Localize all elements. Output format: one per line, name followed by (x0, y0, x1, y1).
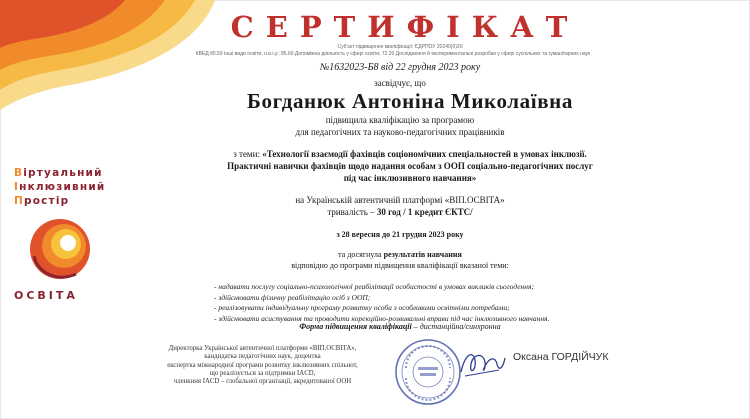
topic-label: з теми: (233, 149, 260, 159)
corner-decoration (0, 0, 215, 120)
director-info: Директорка Української автентичної платформи «ВІП.ОСВІТА», кандидатка педагогічних наук, доцентка експертка міжнародної програми розвитку інклюзивних спільнот, що реалізується за підтримки IACD, членкиня IACD – глобальної організації, акредитованої ООН (167, 345, 358, 386)
form-value: – дистанційна/синхронна (413, 322, 501, 331)
certifies-text: засвідчує, що (374, 78, 426, 88)
recipient-name: Богданюк Антоніна Миколаївна (247, 89, 573, 113)
list-item: - здійснювати асистування та проводити корекційно-розвивальні вправи під час інклюзивного навчання. (214, 313, 550, 323)
official-stamp (394, 338, 462, 406)
topic-line-1 (175, 149, 645, 159)
learning-outcomes-list (214, 282, 549, 324)
form-label: Форма підвищення кваліфікації (299, 322, 412, 331)
results-value: результатів навчання (383, 250, 462, 259)
according-line: відповідно до програми підвищення кваліфікації вказаної теми: (291, 261, 509, 270)
form-line (250, 322, 550, 331)
duration-line: тривалість – 30 год / 1 кредит ЄКТС/ (327, 207, 473, 217)
certificate-number: №1632023-Б8 від 22 грудня 2023 року (319, 62, 481, 73)
dates-line: з 28 вересня до 21 грудня 2023 року (336, 230, 464, 239)
signature-mark (455, 346, 511, 380)
for-line: для педагогічних та науково-педагогічних працівників (295, 127, 505, 137)
topic-line-2: Практичні навички фахівців щодо надання особам з ООП соціально-педагогічних послуг (227, 161, 593, 171)
signatory-name: Оксана ГОРДІЙЧУК (513, 351, 609, 363)
brand-logo (14, 166, 144, 306)
kved-line: КВЕД 85.59 Інші види освіти, н.в.і.у.; 85.60 Допоміжна діяльність у сфері освіти; 72.20 Дослідження й експериментальні розробки у сфері суспільних та гуманітарних наук (195, 51, 591, 57)
platform-line: на Українській автентичній платформі «ВІП.ОСВІТА» (295, 195, 505, 205)
results-line: та досягнула результатів навчання (338, 250, 462, 259)
topic-line-3: під час інклюзивного навчання» (343, 173, 477, 183)
list-item: - реалізовувати індивідуальну програму розвитку особи з особливими освітніми потребами; (214, 303, 510, 312)
duration-value: 30 год / 1 кредит ЄКТС/ (376, 207, 473, 217)
certificate-title: СЕРТИФІКАТ (230, 10, 580, 44)
logo-text: Віртуальний Інклюзивний Простір (14, 167, 106, 207)
improved-line: підвищила кваліфікацію за програмою (325, 115, 475, 125)
logo-word: ОСВІТА (14, 289, 78, 302)
subject-line: Суб'єкт підвищення кваліфікації: ЄДРПОУ 20240(0)20 (337, 44, 463, 50)
list-item: - здійснювати фізичну реабілітацію осіб з ООП; (214, 292, 371, 302)
list-item: - надавати послугу соціально-психологічної реабілітації особистості в умовах викликів сьогодення; (214, 282, 534, 291)
topic-text-1: «Технології взаємодії фахівців соціономічних спеціальностей в умовах інклюзії. (262, 149, 587, 159)
flower-icon (28, 216, 92, 282)
